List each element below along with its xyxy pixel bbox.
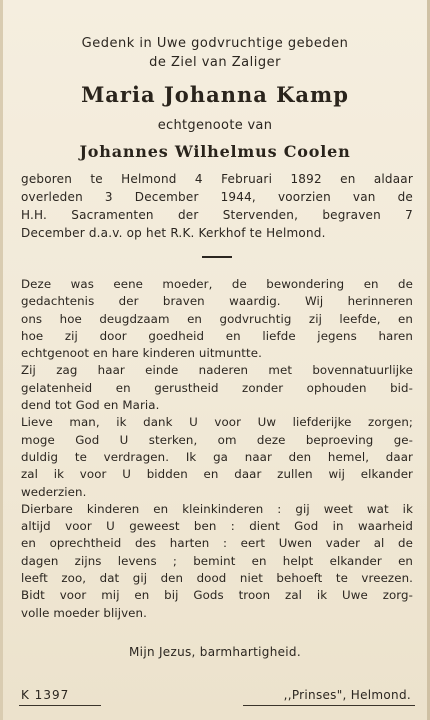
footer-rule-right (243, 705, 415, 706)
spouse-label: echtgenoote van (157, 118, 273, 133)
text-line: gelatenheid en gerustheid zonder ophouden bid- (21, 380, 413, 395)
intro-line-2: de Ziel van Zaliger (149, 55, 281, 70)
closing-prayer: Mijn Jezus, barmhartigheid. (129, 645, 301, 659)
text-line: gedachtenis der braven waardig. Wij herinneren (21, 294, 413, 309)
text-line: wederzien. (21, 484, 87, 499)
printer-credit: ,,Prinses", Helmond. (283, 688, 411, 702)
memorial-text (21, 276, 413, 622)
footer-rule-left (19, 705, 101, 706)
text-line: zal ik voor U bidden en daar zullen wij elkander (21, 467, 413, 482)
text-line: leeft zoo, dat gij den dood niet behoeft te vreezen. (21, 571, 413, 586)
text-line: duldig te verdragen. Ik ga naar den hemel, daar (21, 449, 413, 464)
catalog-number: K 1397 (21, 688, 70, 702)
bio-line: overleden 3 December 1944, voorzien van de (21, 190, 413, 204)
text-line: Deze was eene moeder, de bewondering en de (21, 277, 413, 291)
text-line: Zij zag haar einde naderen met bovennatuurlijke (21, 363, 413, 378)
intro-line-1: Gedenk in Uwe godvruchtige gebeden (81, 36, 349, 51)
text-line: ons hoe deugdzaam en godvruchtig zij leefde, en (21, 311, 413, 326)
text-line: Dierbare kinderen en kleinkinderen : gij weet wat ik (21, 501, 413, 516)
bio-line: December d.a.v. op het R.K. Kerkhof te Helmond. (21, 226, 326, 240)
biography (21, 170, 413, 242)
text-line: moge God U sterken, om deze beproeving ge- (21, 432, 413, 447)
spouse-name: Johannes Wilhelmus Coolen (79, 142, 351, 161)
text-line: echtgenoot en hare kinderen uitmuntte. (21, 346, 262, 361)
text-line: dagen zijns levens ; bemint en helpt elkander en (21, 553, 413, 568)
divider-ornament (202, 256, 232, 258)
intro-text (3, 34, 427, 72)
text-line: volle moeder blijven. (21, 605, 147, 620)
bio-line: H.H. Sacramenten der Stervenden, begraven 7 (21, 208, 413, 222)
text-line: Bidt voor mij en bij Gods troon zal ik Uwe zorg- (21, 588, 413, 603)
text-line: en oprechtheid des harten : eert Uwen vader al de (21, 536, 413, 551)
bio-line: geboren te Helmond 4 Februari 1892 en aldaar (21, 172, 413, 186)
text-line: Lieve man, ik dank U voor Uw liefderijke zorgen; (21, 415, 413, 430)
text-line: altijd voor U geweest ben : dient God in waarheid (21, 519, 413, 534)
text-line: dend tot God en Maria. (21, 398, 160, 413)
deceased-name: Maria Johanna Kamp (81, 82, 349, 107)
text-line: hoe zij door goedheid en liefde jegens haren (21, 328, 413, 343)
